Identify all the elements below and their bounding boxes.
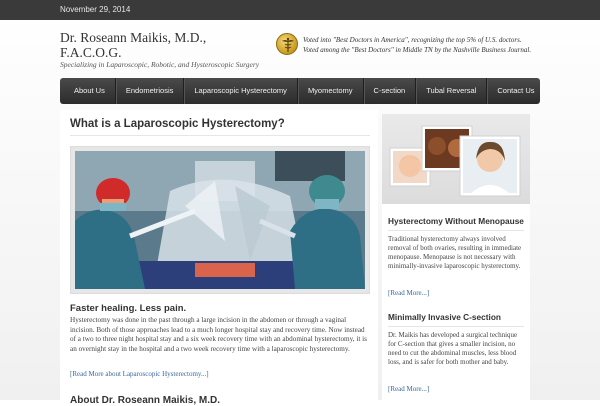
widget-read-more-c-section[interactable]: [Read More...] xyxy=(388,385,430,393)
award-line: Voted among the "Best Doctors" in Middle TN by the Nashville Business Journal. xyxy=(303,45,532,54)
section-subtitle: Faster healing. Less pain. xyxy=(70,303,187,314)
nav-item-endometriosis[interactable]: Endometriosis xyxy=(116,78,185,104)
read-more-link[interactable]: [Read More about Laparoscopic Hysterectomy...] xyxy=(70,370,209,378)
article-body: Hysterectomy was done in the past through a large incision in the abdomen or through a vaginal incision. Both of those approaches lead to a much longer hospital stay and recovery time. Now instead of a two to three night hospital stay and a six week recovery time with an abdominal hysterectomy, it is an overnight stay in the hospital and a two week recovery time with a laparoscopic hysterectomy. xyxy=(70,316,367,353)
award-line: Voted into "Best Doctors in America", recognizing the top 5% of U.S. doctors. xyxy=(303,36,522,44)
nav-item-laparoscopic-hysterectomy[interactable]: Laparoscopic Hysterectomy xyxy=(184,78,298,104)
widget-text-c-section: Dr. Maikis has developed a surgical technique for C-section that gives a smaller incision, no need to cut the abdominal muscles, less blood loss, and is safer for both mother and baby. xyxy=(388,331,518,366)
widget-title-c-section: Minimally Invasive C-section xyxy=(388,312,524,327)
nav-item-about-us[interactable]: About Us xyxy=(64,78,116,104)
nav-item-contact-us[interactable]: Contact Us xyxy=(497,86,535,95)
site-tagline: Specializing in Laparoscopic, Robotic, and Hysteroscopic Surgery xyxy=(60,60,260,69)
nav-item-c-section[interactable]: C-section xyxy=(364,78,417,104)
main-nav xyxy=(60,78,540,104)
awards-text xyxy=(303,36,540,55)
next-section-title: About Dr. Roseann Maikis, M.D. xyxy=(70,395,221,406)
current-date: November 29, 2014 xyxy=(60,5,131,14)
patient-photo-collage xyxy=(382,114,530,204)
surgery-photo xyxy=(70,146,370,294)
page-title: What is a Laparoscopic Hysterectomy? xyxy=(70,118,370,136)
caduceus-seal-icon xyxy=(276,33,298,55)
sidebar xyxy=(382,114,530,400)
nav-item-tubal-reversal[interactable]: Tubal Reversal xyxy=(416,78,487,104)
site-title[interactable]: Dr. Roseann Maikis, M.D., F.A.C.O.G. xyxy=(60,30,207,60)
nav-item-myomectomy[interactable]: Myomectomy xyxy=(298,78,364,104)
widget-text-hysterectomy: Traditional hysterectomy always involved removal of both ovaries, resulting in immediate menopause. Menopause is not necessary with minimally-invasive laparoscopic hysterectomy. xyxy=(388,235,522,270)
widget-read-more-hysterectomy[interactable]: [Read More...] xyxy=(388,289,430,297)
top-bar xyxy=(0,0,600,20)
main-content xyxy=(60,110,378,406)
widget-title-hysterectomy: Hysterectomy Without Menopause xyxy=(388,216,524,231)
